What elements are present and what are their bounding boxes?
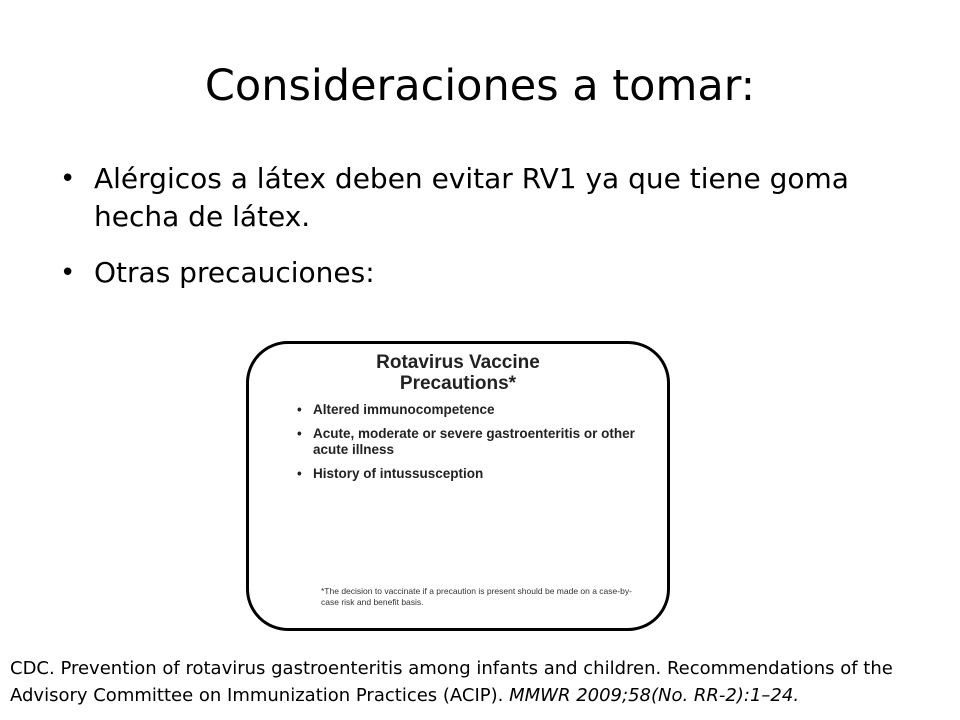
figure-title-line: Precautions* — [399, 373, 517, 394]
figure-list-item — [297, 426, 657, 458]
bullet-marker: • — [60, 164, 76, 194]
figure-footnote: *The decision to vaccinate if a precaution is present should be made on a case-by-case risk and benefit basis. — [321, 586, 632, 607]
figure-item-text: Acute, moderate or severe gastroenteritis or other acute illness — [313, 426, 635, 457]
figure-item-text: Altered immunocompetence — [313, 402, 495, 417]
slide-title: Consideraciones a tomar: — [204, 61, 756, 111]
figure-item-text: History of intussusception — [313, 466, 484, 481]
figure-bullet-marker: • — [297, 426, 302, 441]
precautions-figure — [246, 341, 670, 631]
figure-precaution-list — [297, 402, 657, 490]
figure-list-item — [297, 402, 657, 418]
figure-title-line: Rotavirus Vaccine — [376, 352, 540, 373]
citation-text: CDC. Prevention of rotavirus gastroenteritis among infants and children. Recommendations of the Advisory Committee on Immunization Practices (ACIP). — [10, 658, 893, 706]
bullet-list — [60, 160, 880, 310]
figure-bullet-marker: • — [297, 402, 302, 417]
figure-list-item — [297, 466, 657, 482]
bullet-text: Otras precauciones: — [94, 256, 375, 289]
citation-journal: MMWR 2009;58(No. RR-2):1–24. — [509, 685, 800, 706]
citation — [10, 655, 955, 709]
bullet-marker: • — [60, 258, 76, 288]
figure-title — [249, 352, 667, 394]
figure-bullet-marker: • — [297, 466, 302, 481]
bullet-item — [60, 254, 880, 292]
bullet-item — [60, 160, 880, 236]
bullet-text: Alérgicos a látex deben evitar RV1 ya que tiene goma hecha de látex. — [94, 162, 849, 233]
